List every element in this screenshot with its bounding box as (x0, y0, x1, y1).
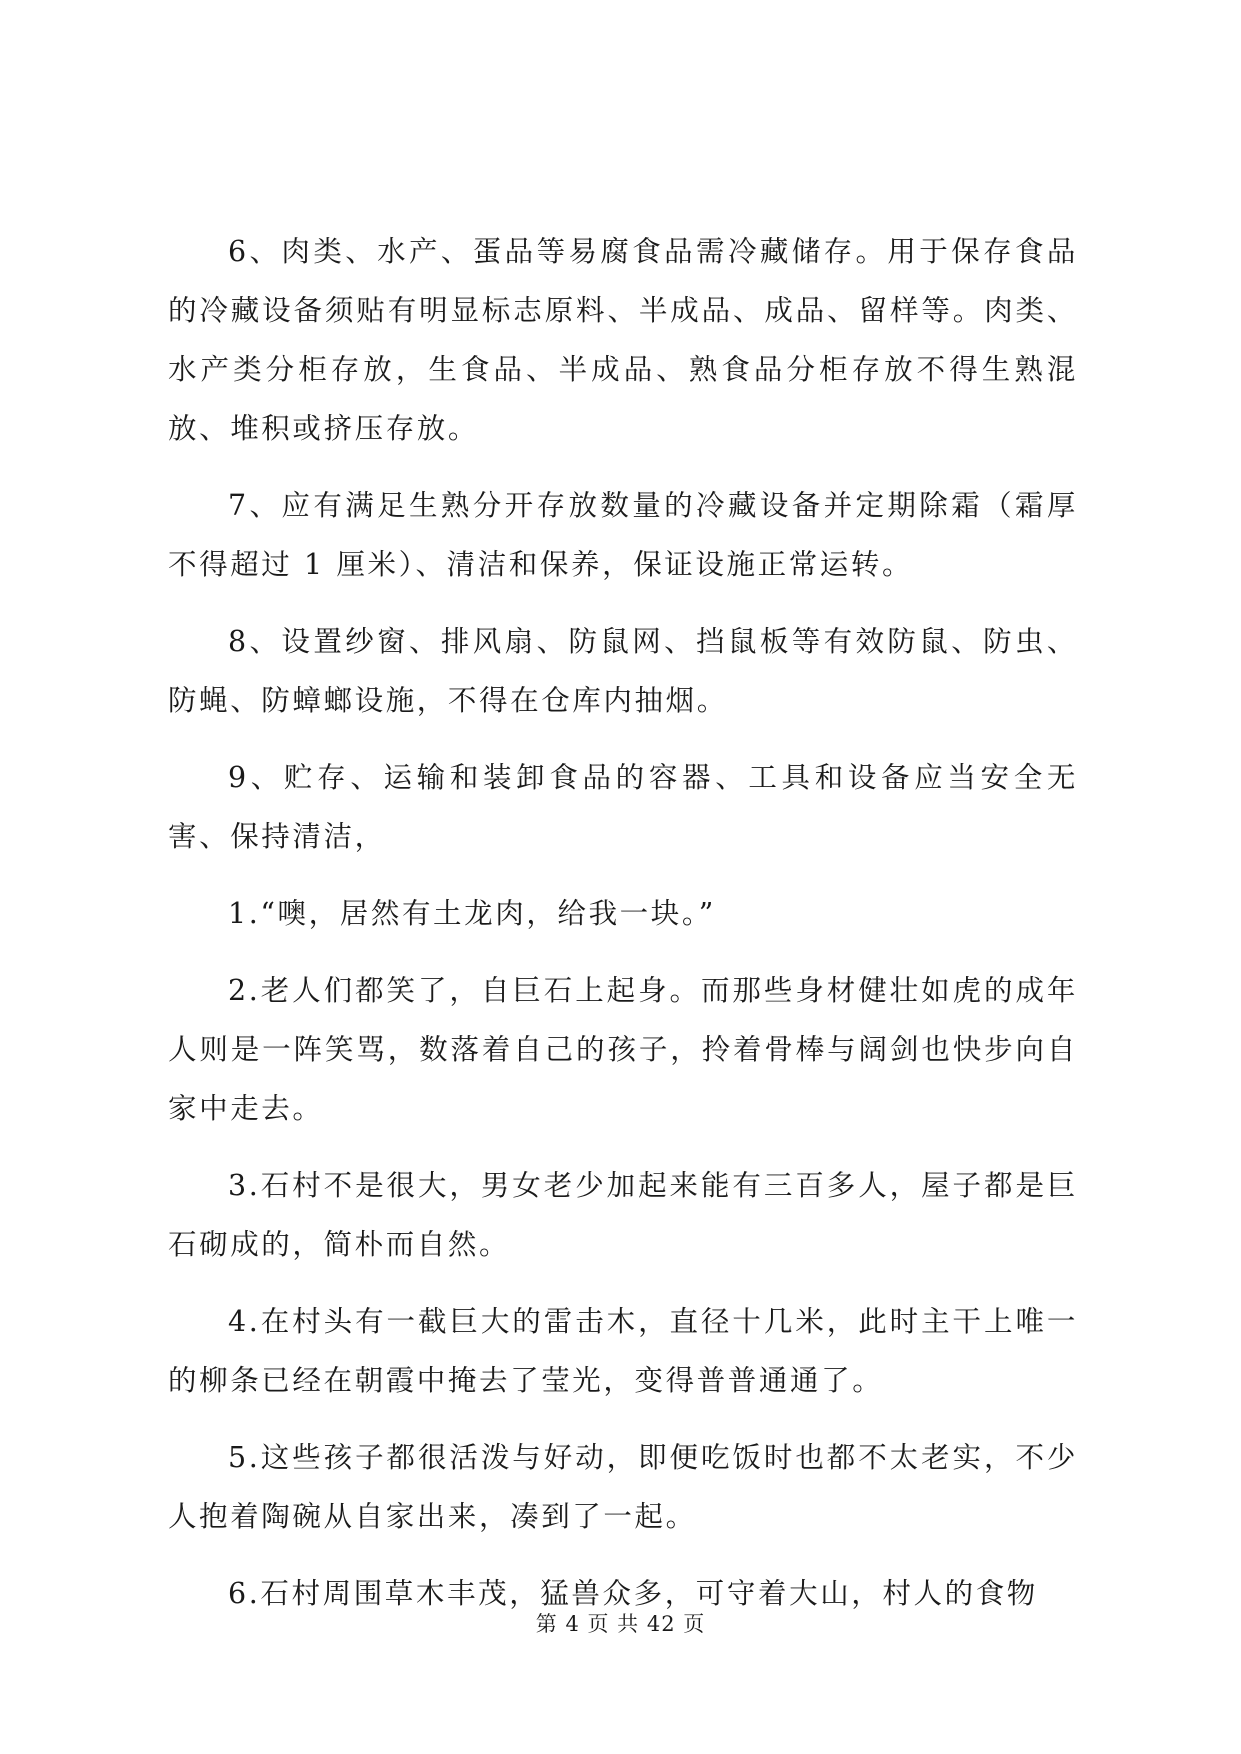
paragraph: 9、贮存、运输和装卸食品的容器、工具和设备应当安全无害、保持清洁， (168, 761, 1078, 853)
paragraph: 7、应有满足生熟分开存放数量的冷藏设备并定期除霜（霜厚不得超过 1 厘米）、清洁和保养，保证设施正常运转。 (168, 489, 1078, 581)
paragraph: 6、肉类、水产、蛋品等易腐食品需冷藏储存。用于保存食品的冷藏设备须贴有明显标志原料、半成品、成品、留样等。肉类、水产类分柜存放，生食品、半成品、熟食品分柜存放不得生熟混放、堆积或挤压存放。 (168, 235, 1078, 445)
paragraph: 6.石村周围草木丰茂，猛兽众多，可守着大山，村人的食物 (228, 1577, 1038, 1610)
paragraph: 1.“噢，居然有土龙肉，给我一块。” (228, 897, 716, 930)
paragraph: 4.在村头有一截巨大的雷击木，直径十几米，此时主干上唯一的柳条已经在朝霞中掩去了莹光，变得普普通通了。 (168, 1305, 1078, 1397)
paragraph: 3.石村不是很大，男女老少加起来能有三百多人，屋子都是巨石砌成的，简朴而自然。 (168, 1169, 1078, 1261)
paragraph: 2.老人们都笑了，自巨石上起身。而那些身材健壮如虎的成年人则是一阵笑骂，数落着自己的孩子，拎着骨棒与阔剑也快步向自家中走去。 (168, 974, 1078, 1125)
paragraph: 8、设置纱窗、排风扇、防鼠网、挡鼠板等有效防鼠、防虫、防蝇、防蟑螂设施，不得在仓库内抽烟。 (168, 625, 1078, 717)
paragraph: 5.这些孩子都很活泼与好动，即便吃饭时也都不太老实，不少人抱着陶碗从自家出来，凑到了一起。 (168, 1441, 1078, 1533)
page-footer: 第 4 页 共 42 页 (535, 1612, 706, 1636)
document-body (168, 222, 1078, 1641)
